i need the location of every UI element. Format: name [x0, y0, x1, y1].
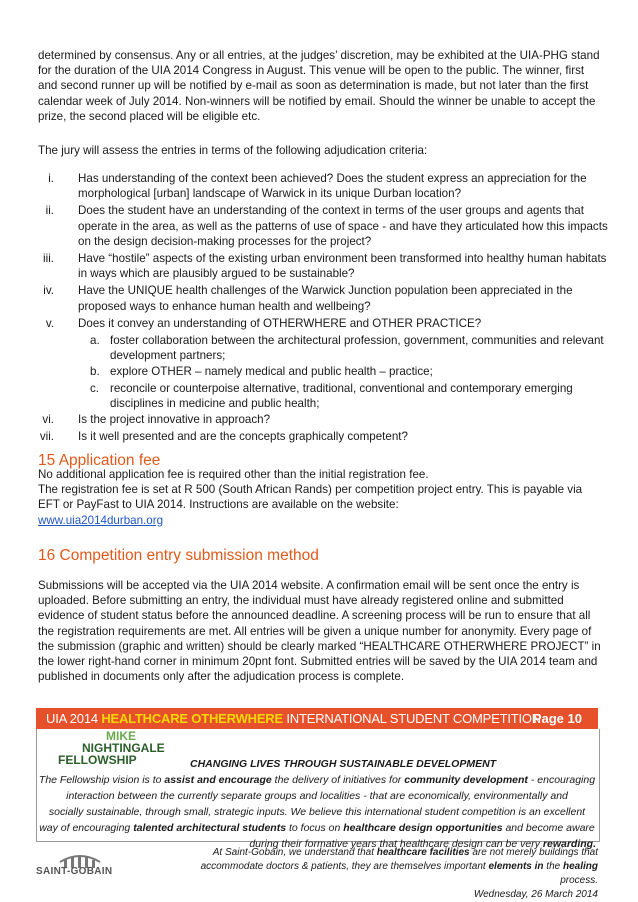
- fellowship-tagline: CHANGING LIVES THROUGH SUSTAINABLE DEVELOPMENT: [190, 758, 497, 770]
- criterion-item: [28, 316, 608, 331]
- criterion-item: [28, 429, 608, 444]
- vision-line: socially sustainable, through small, strategic inputs. We believe this international student competition is an excellent: [48, 806, 586, 818]
- vision-text: The Fellowship vision is to: [38, 774, 165, 786]
- sponsor-text: are not merely buildings that: [469, 847, 598, 858]
- subcriterion-item: [28, 364, 608, 379]
- vision-line: [38, 772, 596, 788]
- document-date: Wednesday, 26 March 2014: [473, 889, 598, 900]
- criterion-text: Does the student have an understanding of the context in terms of the user groups and agents that operate in the area, as well as the patterns of use of space - and have they articulated how this impacts on the design decision-making processes for the project?: [78, 204, 608, 248]
- criterion-text: Has understanding of the context been achieved? Does the student express an appreciation for the morphological [urban] landscape of Warwick in its unique Durban location?: [78, 172, 587, 201]
- banner-highlight: HEALTHCARE OTHERWHERE: [101, 711, 283, 726]
- fee-amount: R 500: [184, 483, 216, 497]
- subcriterion-text: reconcile or counterpoise alternative, traditional, conventional and contemporary emerging disciplines in medicine and public health;: [110, 381, 573, 410]
- sponsor-text: At Saint-Gobain, we understand that: [212, 847, 377, 858]
- vision-emphasis: rewarding.: [542, 838, 596, 850]
- section-16-body: [38, 578, 604, 684]
- subcriterion-item: [28, 333, 608, 363]
- criterion-item: [28, 251, 608, 281]
- criterion-number: vi.: [42, 413, 54, 427]
- criterion-text: Have “hostile” aspects of the existing urban environment been transformed into healthy human habitats in ways which are plausibly argued to be sustainable?: [78, 252, 607, 281]
- sponsor-line: [178, 860, 598, 888]
- vision-text: and become aware: [502, 822, 595, 834]
- submission-method-text: Submissions will be accepted via the UIA 2014 website. A confirmation email will be sent once the entry is uploaded. Before submitting an entry, the individual must have already registered online and submitted evidence of student status before the announced deadline. A screening process will be run to ensure that all the registration requirements are met. All entries will be given a unique number for anonymity. Every page of the submission (graphic and written) should be clearly marked “HEALTHCARE OTHERWHERE PROJECT” in the lower right-hand corner in minimum 20pnt font. Submitted entries will be saved by the UIA 2014 team and published in documents only after the adjudication process is complete.: [38, 579, 601, 684]
- criteria-intro: [38, 143, 604, 158]
- fee-text: (South African Rands) per competition project entry. This is payable via EFT or PayFast to UIA 2014. Instructions are available on the website:: [38, 483, 583, 512]
- sponsor-statement: [178, 846, 598, 902]
- fee-statement: No additional application fee is required other than the initial registration fee.: [38, 468, 429, 481]
- sponsor-name: SAINT-GOBAIN: [36, 866, 113, 877]
- sponsor-line: [178, 846, 598, 860]
- vision-text: to focus on: [286, 822, 344, 834]
- criterion-text: Have the UNIQUE health challenges of the Warwick Junction population been appreciated in the proposed ways to enhance human health and wellbeing?: [78, 284, 573, 313]
- vision-line: interaction between the currently separate groups and localities - that are economically, environmentally and: [66, 790, 568, 802]
- subcriterion-item: [28, 381, 608, 411]
- criterion-number: v.: [45, 316, 54, 330]
- banner-title: [46, 708, 541, 729]
- logo-line: FELLOWSHIP: [58, 753, 137, 767]
- criterion-text: Does it convey an understanding of OTHERWHERE and OTHER PRACTICE?: [78, 316, 482, 330]
- sponsor-emphasis: elements in: [488, 861, 544, 872]
- adjudication-paragraph: determined by consensus. Any or all entries, at the judges’ discretion, may be exhibited at the UIA-PHG stand for the duration of the UIA 2014 Congress in August. This venue will be open to the public. The winner, first and second runner up will be notified by e-mail as soon as determination is made, but not later than the first calendar week of July 2014. Non-winners will be notified by email. Should the winner be unable to accept the prize, the second placed will be eligible etc.: [38, 49, 600, 123]
- sponsor-text: the: [543, 861, 563, 872]
- fee-details: [38, 482, 604, 512]
- criterion-number: iv.: [43, 284, 54, 298]
- intro-paragraph: [38, 48, 604, 124]
- fellowship-vision: [38, 772, 596, 852]
- banner-suffix: INTERNATIONAL STUDENT COMPETITION: [282, 711, 541, 726]
- website-link[interactable]: www.uia2014durban.org: [38, 513, 164, 527]
- criterion-text: Is the project innovative in approach?: [78, 413, 271, 427]
- vision-text: - encouraging: [527, 774, 596, 786]
- vision-emphasis: community development: [404, 774, 528, 786]
- vision-text: during their formative years that healthcare design can be very: [249, 838, 543, 850]
- sponsor-emphasis: healing: [562, 861, 598, 872]
- fee-text: The registration fee is set at: [38, 483, 185, 497]
- vision-emphasis: assist and encourage: [164, 774, 272, 786]
- subcriterion-letter: c.: [90, 381, 100, 395]
- vision-emphasis: healthcare design opportunities: [343, 822, 503, 834]
- logo-line: NIGHTINGALE: [82, 741, 165, 755]
- subcriterion-text: foster collaboration between the architectural profession, government, communities and relevant development partners;: [110, 334, 604, 363]
- vision-emphasis: talented architectural students: [133, 822, 287, 834]
- sponsor-text: process.: [560, 875, 598, 886]
- page-number: Page 10: [532, 711, 582, 726]
- criterion-item: [28, 283, 608, 313]
- banner-prefix: UIA 2014: [46, 711, 102, 726]
- section-16-heading: 16 Competition entry submission method: [38, 547, 319, 564]
- section-15-body: [38, 467, 604, 528]
- fellowship-logo: [46, 730, 186, 770]
- vision-text: way of encouraging: [39, 822, 134, 834]
- criterion-number: iii.: [43, 252, 54, 266]
- criterion-text: Is it well presented and are the concepts graphically competent?: [78, 430, 408, 444]
- criterion-number: ii.: [45, 204, 54, 218]
- criteria-intro-text: The jury will assess the entries in terms of the following adjudication criteria:: [38, 144, 428, 157]
- competition-banner: [36, 708, 598, 729]
- criterion-item: [28, 412, 608, 427]
- section-15-heading: 15 Application fee: [38, 452, 161, 469]
- sponsor-emphasis: healthcare facilities: [376, 847, 470, 858]
- criterion-item: [28, 203, 608, 249]
- subcriterion-letter: b.: [90, 365, 100, 379]
- criterion-item: [28, 171, 608, 201]
- criteria-list: [28, 171, 608, 446]
- subcriterion-letter: a.: [90, 334, 100, 348]
- logo-line: MIKE: [106, 729, 136, 743]
- subcriterion-text: explore OTHER – namely medical and public health – practice;: [110, 365, 433, 379]
- criterion-number: i.: [48, 172, 54, 185]
- sponsor-text: accommodate doctors & patients, they are themselves important: [200, 861, 489, 872]
- vision-text: the delivery of initiatives for: [271, 774, 405, 786]
- vision-line: [38, 820, 596, 836]
- criterion-number: vii.: [39, 430, 54, 444]
